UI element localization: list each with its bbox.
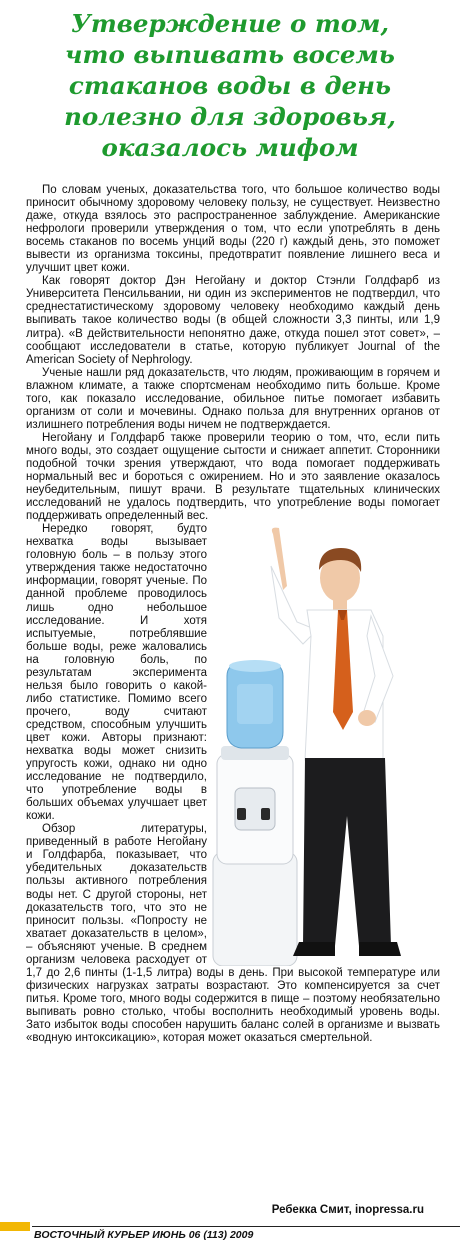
title-line: Утверждение о том, (71, 9, 389, 38)
photo-frame (207, 526, 440, 966)
water-cooler-illustration (213, 660, 297, 966)
article-paragraph: Ученые нашли ряд доказательств, что людям, проживающим в горячем и влажном климате, а также спортсменам необходимо пить больше. Кроме того, как показало исследование, обильное питье помогает избавить организм от соли и мочевины. Однако польза для внутренних органов от излишнего потребления воды ничем не подтверждается. (26, 366, 440, 431)
title-line: полезно для здоровья, (64, 102, 396, 131)
footer-divider (32, 1226, 460, 1227)
title-line: что выпивать восемь (65, 40, 395, 69)
article-paragraph: Негойану и Голдфарб также проверили теорию о том, что, если пить много воды, это создает ощущение сытости и снижает аппетит. Сторонники подобной точки зрения утверждают, что вода помогает поддерживать нормальный вес и бороться с ожирением. Но и это заявление оказалось неубедительным, пишут врачи. В результате тщательных клинических исследований не удалось подтвердить, что употребление воды помогает поддерживать определенный вес. (26, 431, 440, 523)
title-line: стаканов воды в день (68, 71, 392, 100)
article-paragraph: Как говорят доктор Дэн Негойану и доктор Стэнли Голдфарб из Университета Пенсильвании, ни один из экспериментов не подтвердил, что среднестатистическому здоровому человеку необходимо каждый день выпивать такое количество воды (в общей сложности 3,3 пинты, или 1,9 литра). «В действительности непонятно даже, откуда пошел этот совет», – сообщают исследователи в статье, которую публикует Journal of the American Society of Nephrology. (26, 275, 440, 366)
article-paragraph: По словам ученых, доказательства того, что большое количество воды приносит обычному здоровому человеку пользу, не существует. Неизвестно даже, откуда взялось это распространенное заблуждение. Американские нефрологи проверили утверждения о том, что если употреблять в день восемь стаканов по восемь унций воды (220 г) каждый день, это поможет вывести из организма токсины, предотвратит появление лишнего веса и улучшит цвет кожи. (26, 184, 440, 275)
article-credit: Ребекка Смит, inopressa.ru (271, 1204, 424, 1216)
article-title (10, 8, 450, 163)
footer-accent-stripe (0, 1222, 30, 1231)
title-line: оказалось мифом (101, 133, 359, 162)
publication-footer: ВОСТОЧНЫЙ КУРЬЕР ИЮНЬ 06 (113) 2009 (34, 1229, 254, 1241)
article-body (26, 184, 440, 1206)
article-paragraph: Нередко говорят, будто нехватка воды вызывает головную боль – в пользу этого утверждения также недостаточно информации, говорят ученые. По данной проблеме проводилось лишь одно небольшое исследование. И хотя испытуемые, потреблявшие больше воды, реже жаловались на головную боль, по результатам эксперимента нельзя было говорить о какой-либо статистике. Помимо всего прочего, воду считают средством, способным улучшить цвет кожи. Авторы признают: нехватка воды может снизить упругость кожи, однако ни одно исследование не подтвердило, что употребление воды в больших объемах улучшает цвет кожи. (26, 523, 207, 823)
man-with-water-cooler-photo (207, 526, 440, 966)
article-paragraph: Обзор литературы, приведенный в работе Негойану и Голдфарба, показывает, что убедительных доказательств пользы активного потребления воды нет. С другой стороны, нет доказательств того, что это не приносит пользы. «Попросту не хватает доказательств в целом», – объясняют ученые. В среднем организм человека расходует от 1,7 до 2,6 пинты (1-1,5 литра) воды в день. При высокой температуре или физических нагрузках затраты возрастают. Это компенсируется за счет питья. Кроме того, много воды содержится в пище – поэтому необязательно выпивать ровно столько, чтобы восполнить необходимый уровень воды. Зато избыток воды способен нарушить баланс солей в организме и вызвать «водную интоксикацию», которая может оказаться смертельной. (26, 823, 440, 1045)
